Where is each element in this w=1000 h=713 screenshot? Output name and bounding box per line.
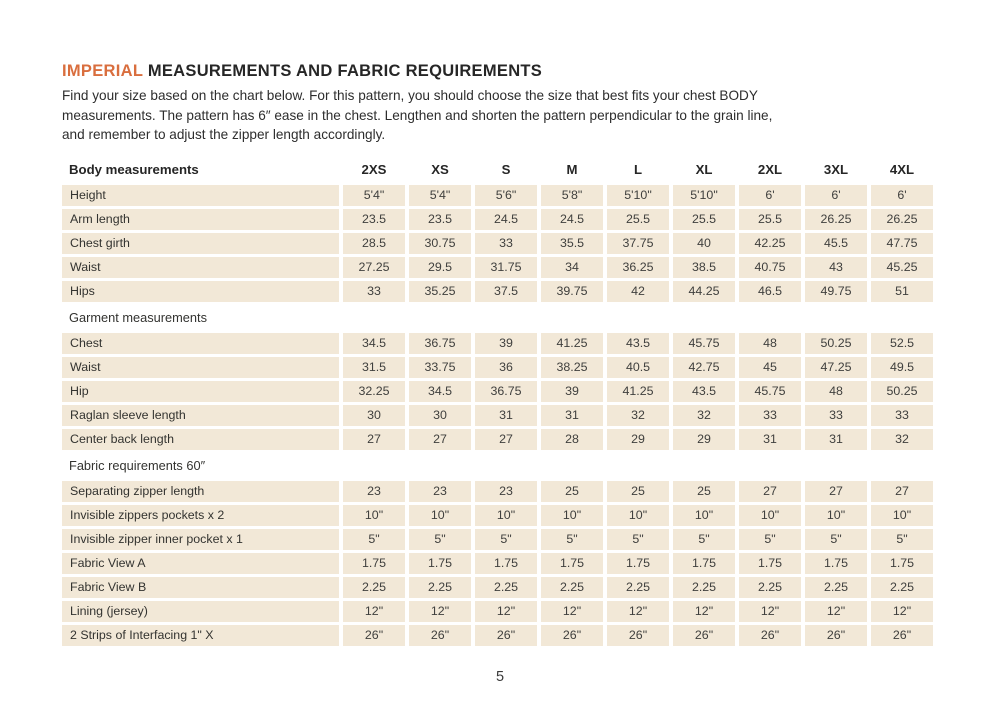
intro-line: measurements. The pattern has 6″ ease in the chest. Lengthen and shorten the pattern perpendicular to the grain line, — [62, 107, 773, 123]
value-cell: 37.5 — [475, 281, 537, 302]
value-cell: 27 — [475, 429, 537, 450]
value-cell: 26" — [343, 625, 405, 646]
value-cell: 34 — [541, 257, 603, 278]
value-cell: 52.5 — [871, 333, 933, 354]
value-cell: 1.75 — [805, 553, 867, 574]
page-number: 5 — [495, 669, 505, 685]
value-cell: 1.75 — [343, 553, 405, 574]
value-cell: 26" — [475, 625, 537, 646]
value-cell: 43.5 — [673, 381, 735, 402]
value-cell: 5'4" — [409, 185, 471, 206]
value-cell: 26" — [739, 625, 801, 646]
value-cell: 12" — [805, 601, 867, 622]
value-cell: 41.25 — [541, 333, 603, 354]
row-label: Chest — [62, 333, 339, 354]
value-cell: 31.5 — [343, 357, 405, 378]
value-cell: 29 — [673, 429, 735, 450]
value-cell: 26" — [541, 625, 603, 646]
row-label: Waist — [62, 257, 339, 278]
value-cell: 26.25 — [871, 209, 933, 230]
intro-paragraph — [62, 86, 940, 145]
value-cell: 1.75 — [541, 553, 603, 574]
row-label: Invisible zipper inner pocket x 1 — [62, 529, 339, 550]
value-cell: 2.25 — [805, 577, 867, 598]
value-cell: 12" — [475, 601, 537, 622]
row-label: Hips — [62, 281, 339, 302]
row-label: Center back length — [62, 429, 339, 450]
size-column-header: M — [541, 158, 603, 182]
value-cell: 32 — [673, 405, 735, 426]
size-column-header: S — [475, 158, 537, 182]
value-cell: 12" — [739, 601, 801, 622]
value-cell: 43 — [805, 257, 867, 278]
row-label: Raglan sleeve length — [62, 405, 339, 426]
value-cell: 27 — [739, 481, 801, 502]
value-cell: 25 — [541, 481, 603, 502]
value-cell: 36.25 — [607, 257, 669, 278]
value-cell: 33 — [739, 405, 801, 426]
value-cell: 10" — [541, 505, 603, 526]
value-cell: 2.25 — [409, 577, 471, 598]
value-cell: 39.75 — [541, 281, 603, 302]
value-cell: 49.75 — [805, 281, 867, 302]
value-cell: 5'10" — [673, 185, 735, 206]
value-cell: 25 — [607, 481, 669, 502]
value-cell: 50.25 — [871, 381, 933, 402]
value-cell: 44.25 — [673, 281, 735, 302]
value-cell: 26" — [871, 625, 933, 646]
value-cell: 5'6" — [475, 185, 537, 206]
value-cell: 45 — [739, 357, 801, 378]
value-cell: 27.25 — [343, 257, 405, 278]
value-cell: 12" — [343, 601, 405, 622]
value-cell: 25 — [673, 481, 735, 502]
value-cell: 34.5 — [343, 333, 405, 354]
value-cell: 33 — [343, 281, 405, 302]
row-label: Fabric View B — [62, 577, 339, 598]
value-cell: 35.5 — [541, 233, 603, 254]
row-label: Fabric View A — [62, 553, 339, 574]
value-cell: 5" — [673, 529, 735, 550]
value-cell: 23 — [409, 481, 471, 502]
value-cell: 1.75 — [607, 553, 669, 574]
value-cell: 2.25 — [343, 577, 405, 598]
value-cell: 32 — [871, 429, 933, 450]
row-label: Height — [62, 185, 339, 206]
size-column-header: XL — [673, 158, 735, 182]
value-cell: 23 — [475, 481, 537, 502]
value-cell: 37.75 — [607, 233, 669, 254]
value-cell: 12" — [673, 601, 735, 622]
value-cell: 34.5 — [409, 381, 471, 402]
value-cell: 5" — [343, 529, 405, 550]
value-cell: 6' — [805, 185, 867, 206]
value-cell: 39 — [475, 333, 537, 354]
value-cell: 51 — [871, 281, 933, 302]
value-cell: 5" — [805, 529, 867, 550]
value-cell: 5" — [409, 529, 471, 550]
value-cell: 5" — [607, 529, 669, 550]
value-cell: 27 — [871, 481, 933, 502]
value-cell: 26" — [805, 625, 867, 646]
value-cell: 46.5 — [739, 281, 801, 302]
value-cell: 29 — [607, 429, 669, 450]
value-cell: 27 — [409, 429, 471, 450]
intro-line: and remember to adjust the zipper length accordingly. — [62, 127, 386, 143]
value-cell: 6' — [739, 185, 801, 206]
value-cell: 49.5 — [871, 357, 933, 378]
value-cell: 45.5 — [805, 233, 867, 254]
value-cell: 26" — [607, 625, 669, 646]
value-cell: 29.5 — [409, 257, 471, 278]
value-cell: 38.5 — [673, 257, 735, 278]
value-cell: 32 — [607, 405, 669, 426]
size-column-header: 3XL — [805, 158, 867, 182]
row-label: Separating zipper length — [62, 481, 339, 502]
value-cell: 1.75 — [739, 553, 801, 574]
value-cell: 43.5 — [607, 333, 669, 354]
value-cell: 45.75 — [739, 381, 801, 402]
value-cell: 25.5 — [673, 209, 735, 230]
value-cell: 50.25 — [805, 333, 867, 354]
value-cell: 12" — [409, 601, 471, 622]
value-cell: 31 — [739, 429, 801, 450]
page-content — [62, 0, 940, 646]
value-cell: 30 — [409, 405, 471, 426]
value-cell: 23.5 — [343, 209, 405, 230]
row-label: Lining (jersey) — [62, 601, 339, 622]
value-cell: 39 — [541, 381, 603, 402]
value-cell: 47.25 — [805, 357, 867, 378]
value-cell: 31 — [475, 405, 537, 426]
intro-line: Find your size based on the chart below. For this pattern, you should choose the size that best fits your chest BODY — [62, 88, 758, 103]
value-cell: 40.5 — [607, 357, 669, 378]
value-cell: 25.5 — [739, 209, 801, 230]
value-cell: 5" — [475, 529, 537, 550]
page-title-rest: MEASUREMENTS AND FABRIC REQUIREMENTS — [142, 62, 543, 80]
value-cell: 24.5 — [541, 209, 603, 230]
value-cell: 26.25 — [805, 209, 867, 230]
value-cell: 35.25 — [409, 281, 471, 302]
row-label: Chest girth — [62, 233, 339, 254]
value-cell: 40.75 — [739, 257, 801, 278]
value-cell: 31 — [541, 405, 603, 426]
value-cell: 10" — [607, 505, 669, 526]
value-cell: 1.75 — [673, 553, 735, 574]
size-column-header: 2XL — [739, 158, 801, 182]
value-cell: 10" — [805, 505, 867, 526]
value-cell: 24.5 — [475, 209, 537, 230]
table-header-label: Body measurements — [62, 158, 339, 182]
value-cell: 23.5 — [409, 209, 471, 230]
value-cell: 45.75 — [673, 333, 735, 354]
value-cell: 32.25 — [343, 381, 405, 402]
value-cell: 10" — [343, 505, 405, 526]
value-cell: 5'8" — [541, 185, 603, 206]
value-cell: 26" — [409, 625, 471, 646]
value-cell: 28 — [541, 429, 603, 450]
value-cell: 47.75 — [871, 233, 933, 254]
value-cell: 23 — [343, 481, 405, 502]
section-header: Fabric requirements 60″ — [62, 453, 933, 478]
value-cell: 40 — [673, 233, 735, 254]
value-cell: 2.25 — [475, 577, 537, 598]
value-cell: 12" — [541, 601, 603, 622]
size-column-header: 2XS — [343, 158, 405, 182]
value-cell: 36.75 — [475, 381, 537, 402]
row-label: Arm length — [62, 209, 339, 230]
value-cell: 5" — [541, 529, 603, 550]
value-cell: 12" — [607, 601, 669, 622]
value-cell: 2.25 — [871, 577, 933, 598]
row-label: Hip — [62, 381, 339, 402]
value-cell: 31.75 — [475, 257, 537, 278]
size-column-header: L — [607, 158, 669, 182]
value-cell: 6' — [871, 185, 933, 206]
value-cell: 42.75 — [673, 357, 735, 378]
section-header: Garment measurements — [62, 305, 933, 330]
row-label: 2 Strips of Interfacing 1" X — [62, 625, 339, 646]
value-cell: 26" — [673, 625, 735, 646]
value-cell: 2.25 — [739, 577, 801, 598]
value-cell: 36 — [475, 357, 537, 378]
value-cell: 1.75 — [871, 553, 933, 574]
value-cell: 42 — [607, 281, 669, 302]
value-cell: 33.75 — [409, 357, 471, 378]
value-cell: 2.25 — [673, 577, 735, 598]
value-cell: 36.75 — [409, 333, 471, 354]
page-title-highlight: IMPERIAL — [62, 62, 143, 80]
value-cell: 10" — [475, 505, 537, 526]
value-cell: 12" — [871, 601, 933, 622]
value-cell: 27 — [343, 429, 405, 450]
value-cell: 31 — [805, 429, 867, 450]
value-cell: 1.75 — [475, 553, 537, 574]
row-label: Invisible zippers pockets x 2 — [62, 505, 339, 526]
page-title — [62, 62, 940, 81]
value-cell: 10" — [739, 505, 801, 526]
value-cell: 30.75 — [409, 233, 471, 254]
value-cell: 38.25 — [541, 357, 603, 378]
value-cell: 41.25 — [607, 381, 669, 402]
value-cell: 48 — [805, 381, 867, 402]
size-column-header: 4XL — [871, 158, 933, 182]
value-cell: 5" — [739, 529, 801, 550]
value-cell: 42.25 — [739, 233, 801, 254]
row-label: Waist — [62, 357, 339, 378]
value-cell: 45.25 — [871, 257, 933, 278]
value-cell: 5'4" — [343, 185, 405, 206]
value-cell: 2.25 — [541, 577, 603, 598]
value-cell: 33 — [475, 233, 537, 254]
value-cell: 2.25 — [607, 577, 669, 598]
value-cell: 27 — [805, 481, 867, 502]
value-cell: 48 — [739, 333, 801, 354]
value-cell: 30 — [343, 405, 405, 426]
value-cell: 5'10" — [607, 185, 669, 206]
size-table — [62, 158, 933, 646]
value-cell: 28.5 — [343, 233, 405, 254]
value-cell: 1.75 — [409, 553, 471, 574]
value-cell: 33 — [805, 405, 867, 426]
value-cell: 10" — [409, 505, 471, 526]
size-column-header: XS — [409, 158, 471, 182]
value-cell: 33 — [871, 405, 933, 426]
value-cell: 5" — [871, 529, 933, 550]
value-cell: 25.5 — [607, 209, 669, 230]
value-cell: 10" — [871, 505, 933, 526]
value-cell: 10" — [673, 505, 735, 526]
